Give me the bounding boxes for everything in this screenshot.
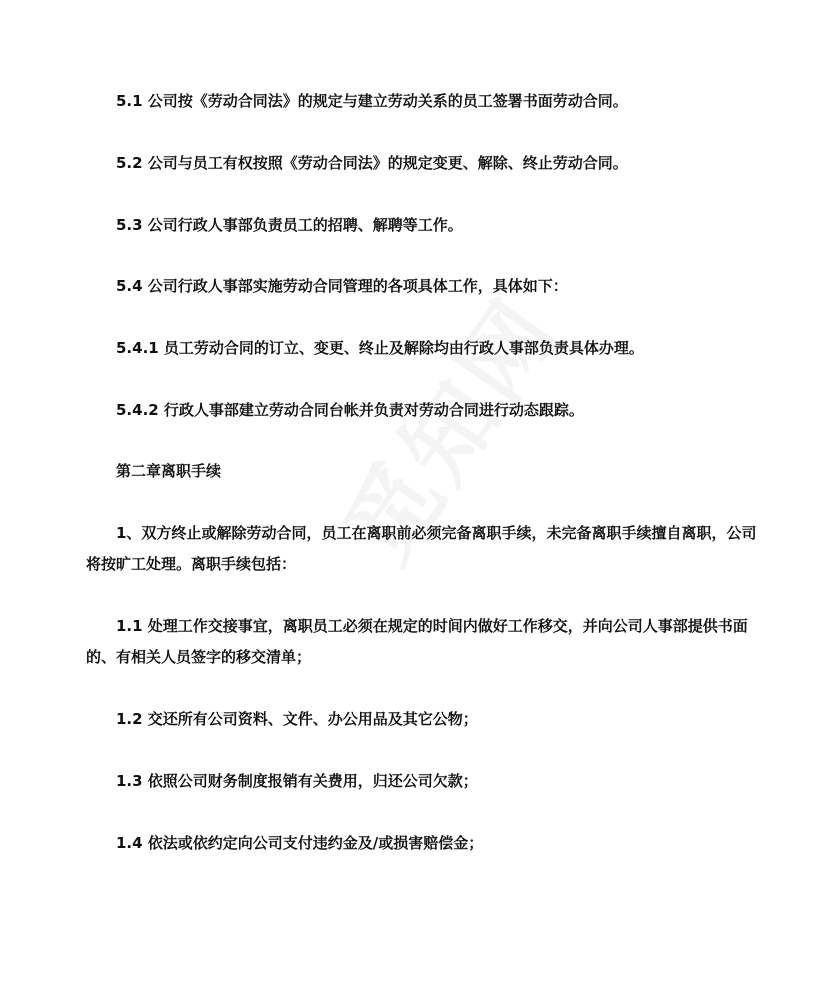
paragraph-5-3: 5.3 公司行政人事部负责员工的招聘、解聘等工作。 bbox=[116, 216, 463, 234]
chapter-heading: 第二章离职手续 bbox=[116, 462, 222, 480]
paragraph-5-4-1: 5.4.1 员工劳动合同的订立、变更、终止及解除均由行政人事部负责具体办理。 bbox=[116, 339, 644, 357]
paragraph-1: 1、双方终止或解除劳动合同，员工在离职前必须完备离职手续，未完备离职手续擅自离职，公司将按旷工处理。离职手续包括： bbox=[86, 524, 757, 573]
paragraph-5-1: 5.1 公司按《劳动合同法》的规定与建立劳动关系的员工签署书面劳动合同。 bbox=[116, 92, 628, 110]
paragraph-1-2: 1.2 交还所有公司资料、文件、办公用品及其它公物； bbox=[116, 710, 478, 728]
paragraph-1-1: 1.1 处理工作交接事宜，离职员工必须在规定的时间内做好工作移交，并向公司人事部提供书面的、有相关人员签字的移交清单； bbox=[86, 617, 748, 666]
paragraph-5-4-2: 5.4.2 行政人事部建立劳动合同台帐并负责对劳动合同进行动态跟踪。 bbox=[116, 401, 584, 419]
paragraph-5-2: 5.2 公司与员工有权按照《劳动合同法》的规定变更、解除、终止劳动合同。 bbox=[116, 154, 628, 172]
paragraph-5-4: 5.4 公司行政人事部实施劳动合同管理的各项具体工作，具体如下： bbox=[116, 277, 568, 295]
paragraph-1-4: 1.4 依法或依约定向公司支付违约金及/或损害赔偿金； bbox=[116, 834, 484, 852]
paragraph-1-3: 1.3 依照公司财务制度报销有关费用，归还公司欠款； bbox=[116, 772, 478, 790]
